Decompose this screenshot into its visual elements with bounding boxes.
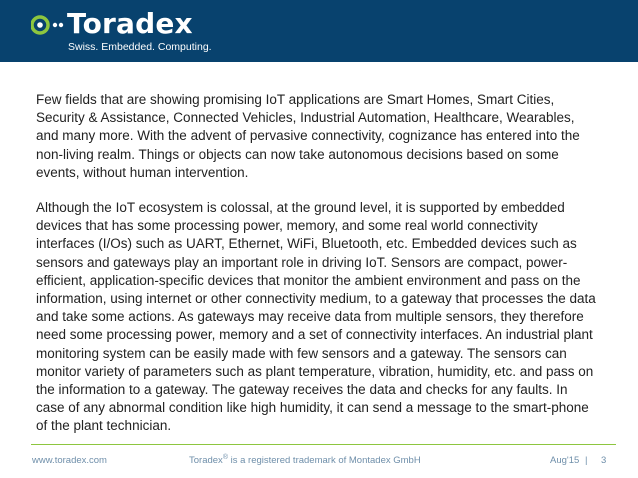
footer-date: Aug'15 (550, 455, 580, 466)
registered-trademark-symbol: ® (222, 453, 228, 461)
header-bar (0, 0, 638, 62)
slide-body (36, 91, 598, 436)
logo-center-dot-shape (37, 22, 43, 28)
logo-wordmark: Toradex (67, 7, 193, 40)
footer (0, 455, 638, 469)
footer-divider (31, 444, 616, 445)
body-paragraph-2: Although the IoT ecosystem is colossal, at the ground level, it is supported by embedded devices that has some processing power, memory, and some real world connectivity interfaces (I/Os) such as UART, Ethernet, WiFi, Bluetooth, etc. Embedded devices such as sensors and gateways play an important role in driving IoT. Sensors are compact, power-efficient, application-specific devices that monitor the ambient environment and pass on the information, using internet or other connectivity medium, to a gateway that processes the data and take some actions. As gateways may receive data from multiple sensors, they therefore need some processing power, memory and a set of connectivity interfaces. An industrial plant monitoring system can be easily made with few sensors and a gateway. The sensors can monitor variety of parameters such as plant temperature, vibration, humidity, etc. and pass on the information to a gateway. The gateway receives the data and checks for any faults. In case of any abnormal condition like high humidity, it can send a message to the smart-phone of the plant technician. (36, 200, 596, 434)
footer-separator: | (585, 455, 588, 466)
footer-trademark-notice (189, 455, 421, 467)
logo-dot-shape-two (59, 23, 63, 27)
toradex-logo (31, 7, 212, 54)
page-number: 3 (601, 455, 607, 466)
toradex-logo-mark-icon (31, 12, 65, 38)
footer-website-link[interactable]: www.toradex.com (32, 455, 107, 466)
logo-dot-shape-one (53, 23, 57, 27)
body-paragraph-1: Few fields that are showing promising IoT applications are Smart Homes, Smart Cities, Security & Assistance, Connected Vehicles, Industrial Automation, Healthcare, Wearables, and many more. With the advent of pervasive connectivity, cognizance has entered into the non-living realm. Things or objects can now take autonomous decisions based on some events, without human intervention. (36, 92, 580, 180)
logo-tagline: Swiss. Embedded. Computing. (68, 41, 212, 53)
trademark-brand: Toradex (189, 455, 223, 466)
trademark-text: is a registered trademark of Montadex GmbH (227, 455, 421, 466)
